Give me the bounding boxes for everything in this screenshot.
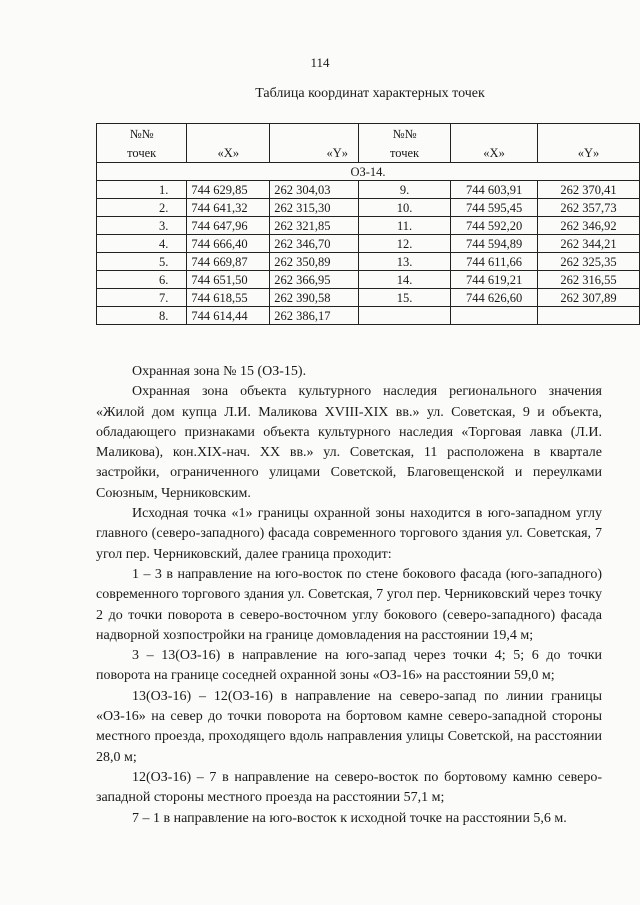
y-value: 262 366,95 [270, 271, 359, 289]
table-row [97, 307, 640, 325]
x-value: 744 651,50 [187, 271, 270, 289]
table-row [97, 217, 640, 235]
body-text [96, 362, 602, 829]
x-value: 744 666,40 [187, 235, 270, 253]
paragraph: 1 – 3 в направление на юго-восток по стене бокового фасада (юго-западного) современного торгового здания ул. Советская, 7 угол пер. Черниковский через точку 2 до точки поворота в северо-восточном углу бокового (северо-западного) фасада надворной хозпостройки на границе домовладения на расстоянии 19,4 м; [96, 566, 602, 643]
header-num-top-2: №№ [358, 124, 450, 144]
paragraph: 13(ОЗ-16) – 12(ОЗ-16) в направление на северо-запад по линии границы «ОЗ-16» на север до точки поворота на бортовом камне северо-западной стороны местного проезда, проходящего вдоль направления улицы Советской, на расстоянии 28,0 м; [96, 688, 602, 765]
point-number: 1. [97, 181, 187, 199]
y-value: 262 346,70 [270, 235, 359, 253]
header-empty [270, 124, 359, 144]
header-y-1: «Y» [270, 143, 359, 163]
y-value: 262 370,41 [537, 181, 639, 199]
x-value: 744 619,21 [451, 271, 538, 289]
header-num-bottom-2: точек [358, 143, 450, 163]
point-number [358, 307, 450, 325]
table-row [97, 199, 640, 217]
y-value: 262 350,89 [270, 253, 359, 271]
point-number: 2. [97, 199, 187, 217]
x-value: 744 611,66 [451, 253, 538, 271]
table-header-row-bottom [97, 143, 640, 163]
y-value: 262 307,89 [537, 289, 639, 307]
page-number: 114 [310, 55, 330, 70]
y-value: 262 325,35 [537, 253, 639, 271]
point-number: 4. [97, 235, 187, 253]
table-row [97, 181, 640, 199]
header-empty [187, 124, 270, 144]
paragraph: 3 – 13(ОЗ-16) в направление на юго-запад через точки 4; 5; 6 до точки поворота на границе соседней охранной зоны «ОЗ-16» на расстоянии 59,0 м; [96, 648, 602, 684]
x-value: 744 647,96 [187, 217, 270, 235]
table-row [97, 271, 640, 289]
point-number: 9. [358, 181, 450, 199]
header-empty [537, 124, 639, 144]
y-value: 262 390,58 [270, 289, 359, 307]
point-number: 15. [358, 289, 450, 307]
zone-heading: Охранная зона № 15 (ОЗ-15). [132, 364, 307, 379]
zone-row [97, 163, 640, 181]
point-number: 5. [97, 253, 187, 271]
coordinates-table [96, 123, 640, 325]
x-value: 744 595,45 [451, 199, 538, 217]
table-title: Таблица координат характерных точек [255, 86, 485, 101]
zone-label: ОЗ-14. [97, 163, 640, 181]
x-value: 744 641,32 [187, 199, 270, 217]
paragraph: 7 – 1 в направление на юго-восток к исходной точке на расстоянии 5,6 м. [132, 810, 567, 826]
x-value: 744 618,55 [187, 289, 270, 307]
header-num-top-1: №№ [97, 124, 187, 144]
point-number: 8. [97, 307, 187, 325]
point-number: 3. [97, 217, 187, 235]
paragraph: Исходная точка «1» границы охранной зоны находится в юго-западном углу главного (северо-западного) фасада современного торгового здания ул. Советская, 7 угол пер. Черниковский, далее граница проходит: [96, 506, 602, 562]
table-header-row-top [97, 124, 640, 144]
paragraph: Охранная зона объекта культурного наследия регионального значения «Жилой дом купца Л.И. Маликова XVIII-XIX вв.» ул. Советская, 9 и объекта, обладающего признаками объекта культурного наследия «Торговая лавка (Л.И. Маликова), кон.XIX-нач. XX вв.» ул. Советская, 11 расположена в квартале застройки, ограниченного улицами Советской, Благовещенской и переулками Союзным, Черниковским. [96, 384, 602, 501]
point-number: 14. [358, 271, 450, 289]
y-value: 262 386,17 [270, 307, 359, 325]
x-value [451, 307, 538, 325]
y-value: 262 344,21 [537, 235, 639, 253]
x-value: 744 592,20 [451, 217, 538, 235]
y-value: 262 315,30 [270, 199, 359, 217]
x-value: 744 594,89 [451, 235, 538, 253]
point-number: 6. [97, 271, 187, 289]
x-value: 744 669,87 [187, 253, 270, 271]
x-value: 744 603,91 [451, 181, 538, 199]
point-number: 10. [358, 199, 450, 217]
header-empty [451, 124, 538, 144]
paragraph: 12(ОЗ-16) – 7 в направление на северо-восток по бортовому камню северо-западной стороны местного проезда на расстоянии 57,1 м; [96, 769, 602, 806]
table-row [97, 235, 640, 253]
table-row [97, 289, 640, 307]
header-num-bottom-1: точек [97, 143, 187, 163]
point-number: 13. [358, 253, 450, 271]
y-value: 262 321,85 [270, 217, 359, 235]
header-x-2: «X» [451, 143, 538, 163]
x-value: 744 626,60 [451, 289, 538, 307]
x-value: 744 614,44 [187, 307, 270, 325]
x-value: 744 629,85 [187, 181, 270, 199]
y-value: 262 304,03 [270, 181, 359, 199]
y-value: 262 316,55 [537, 271, 639, 289]
y-value: 262 357,73 [537, 199, 639, 217]
point-number: 7. [97, 289, 187, 307]
y-value [537, 307, 639, 325]
point-number: 12. [358, 235, 450, 253]
table-row [97, 253, 640, 271]
point-number: 11. [358, 217, 450, 235]
y-value: 262 346,92 [537, 217, 639, 235]
header-y-2: «Y» [537, 143, 639, 163]
header-x-1: «X» [187, 143, 270, 163]
